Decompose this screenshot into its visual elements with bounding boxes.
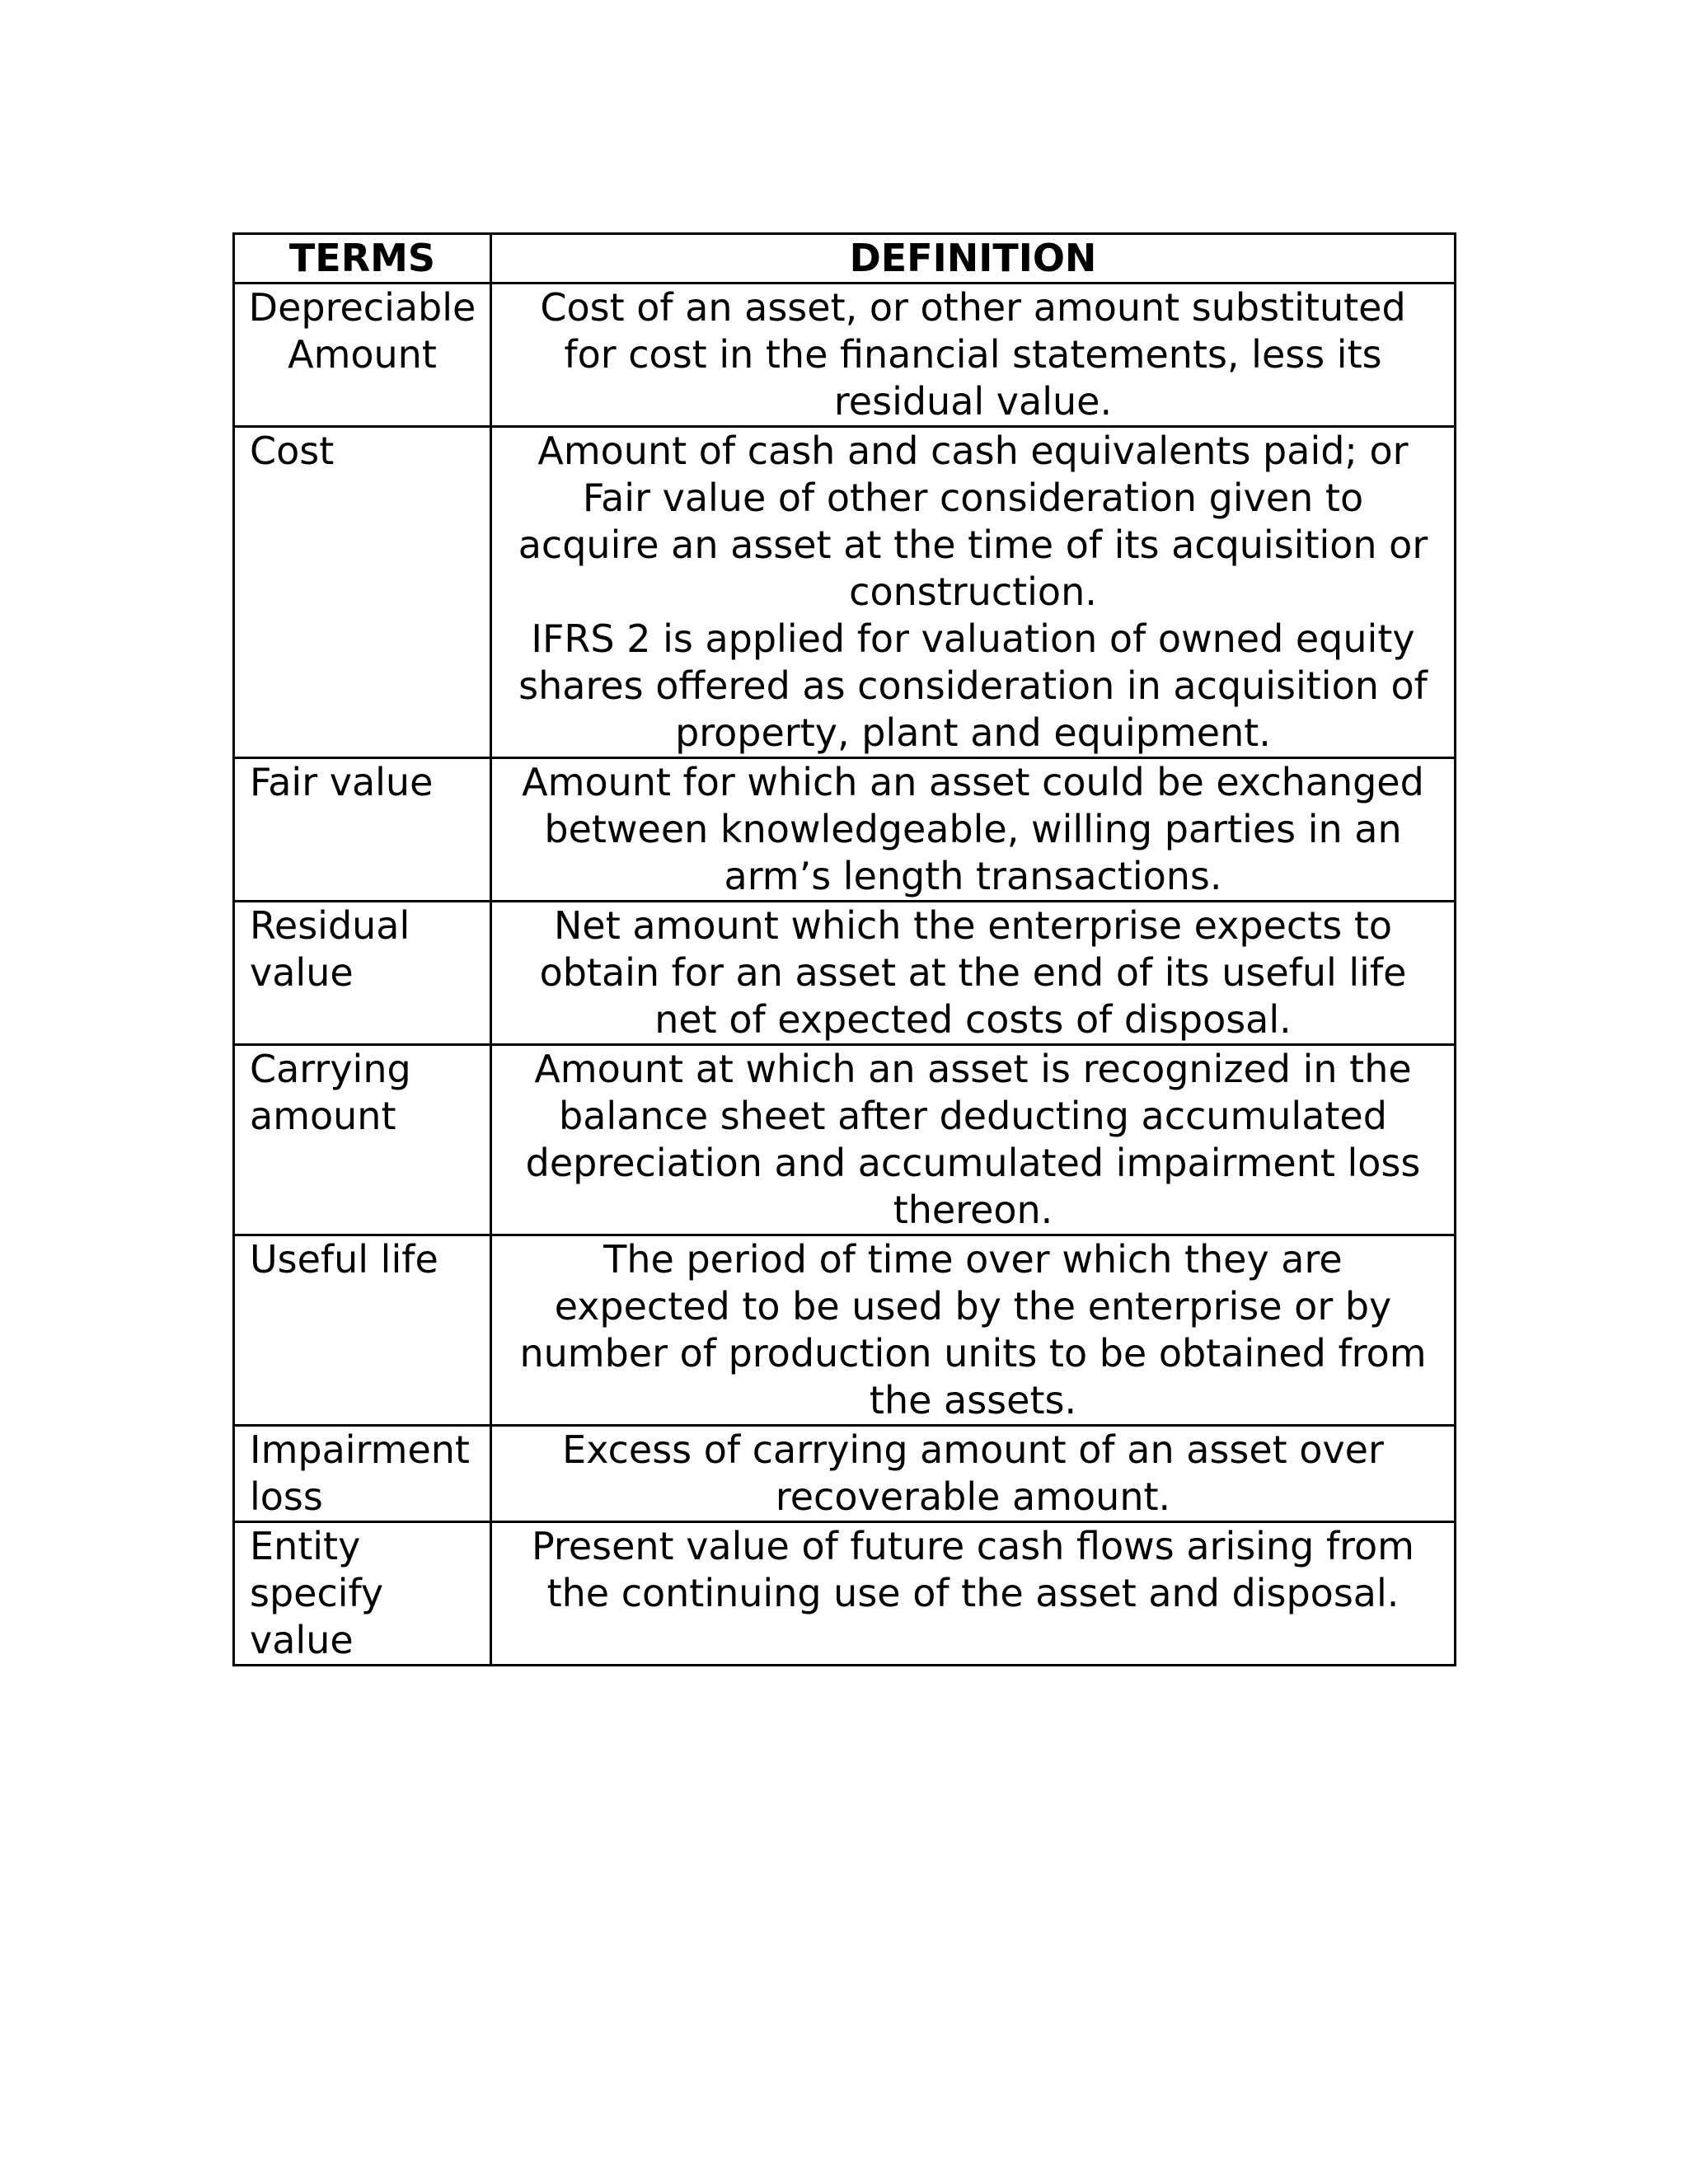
definition-line: property, plant and equipment.: [675, 710, 1271, 755]
terms-definition-table: [232, 232, 1456, 1666]
table-row: [234, 1045, 1456, 1235]
term-cell: [234, 1522, 491, 1666]
header-row: [234, 234, 1456, 284]
definition-line: construction.: [849, 569, 1097, 614]
definition-line: net of expected costs of disposal.: [654, 997, 1292, 1042]
definition-cell: [491, 902, 1456, 1045]
definition-line: between knowledgeable, willing parties in an: [544, 807, 1402, 851]
term-cell: [234, 427, 491, 758]
definition-line: shares offered as consideration in acquisition of: [518, 663, 1428, 708]
definition-line: arm’s length transactions.: [724, 854, 1222, 898]
term-cell: [234, 284, 491, 427]
term-line: specify: [250, 1571, 384, 1615]
definition-line: Cost of an asset, or other amount substituted: [540, 285, 1406, 330]
term-line: amount: [250, 1094, 396, 1138]
table-row: [234, 284, 1456, 427]
definition-cell: [491, 1235, 1456, 1426]
definition-line: Excess of carrying amount of an asset over: [562, 1427, 1384, 1472]
term-cell: [234, 902, 491, 1045]
term-line: loss: [250, 1474, 323, 1519]
definition-line: number of production units to be obtained from: [519, 1331, 1427, 1376]
definition-line: depreciation and accumulated impairment loss: [525, 1141, 1421, 1185]
definition-cell: [491, 1522, 1456, 1666]
term-line: value: [250, 950, 354, 995]
definition-cell: [491, 1045, 1456, 1235]
term-cell: [234, 1235, 491, 1426]
term-line: value: [250, 1618, 354, 1662]
definition-line: thereon.: [893, 1188, 1053, 1232]
definition-line: residual value.: [833, 379, 1113, 424]
header-terms: TERMS: [234, 234, 491, 284]
definition-line: Net amount which the enterprise expects to: [553, 903, 1392, 948]
definition-line: Amount of cash and cash equivalents paid; or: [537, 429, 1409, 473]
term-cell: [234, 758, 491, 902]
definition-line: Fair value of other consideration given to: [582, 476, 1364, 520]
term-line: Carrying: [250, 1047, 411, 1091]
definition-cell: [491, 427, 1456, 758]
term-line: Useful life: [250, 1237, 438, 1282]
term-line: Impairment: [250, 1427, 470, 1472]
term-cell: [234, 1426, 491, 1522]
definition-line: The period of time over which they are: [603, 1237, 1343, 1282]
table-row: [234, 902, 1456, 1045]
table-row: [234, 1426, 1456, 1522]
definition-line: the assets.: [869, 1378, 1077, 1422]
definition-line: for cost in the financial statements, less its: [564, 332, 1382, 377]
definition-cell: [491, 1426, 1456, 1522]
term-line: Residual: [250, 903, 410, 948]
definition-line: Present value of future cash flows arising from: [531, 1524, 1414, 1568]
table-row: [234, 427, 1456, 758]
term-line: Amount: [288, 332, 437, 377]
definition-cell: [491, 758, 1456, 902]
definition-line: Amount at which an asset is recognized in the: [534, 1047, 1412, 1091]
definition-line: obtain for an asset at the end of its useful life: [539, 950, 1407, 995]
table-row: [234, 1522, 1456, 1666]
definition-line: the continuing use of the asset and disposal.: [546, 1571, 1400, 1615]
term-cell: [234, 1045, 491, 1235]
term-line: Depreciable: [248, 285, 476, 330]
definition-line: IFRS 2 is applied for valuation of owned equity: [531, 616, 1415, 661]
term-line: Fair value: [250, 760, 434, 804]
term-line: Entity: [250, 1524, 361, 1568]
table-row: [234, 1235, 1456, 1426]
header-definition: DEFINITION: [491, 234, 1456, 284]
definition-line: acquire an asset at the time of its acquisition or: [518, 523, 1428, 567]
definition-cell: [491, 284, 1456, 427]
table-row: [234, 758, 1456, 902]
definition-line: Amount for which an asset could be exchanged: [522, 760, 1424, 804]
definition-line: recoverable amount.: [775, 1474, 1171, 1519]
definition-line: expected to be used by the enterprise or by: [554, 1284, 1392, 1329]
definition-line: balance sheet after deducting accumulated: [559, 1094, 1387, 1138]
term-line: Cost: [250, 429, 335, 473]
